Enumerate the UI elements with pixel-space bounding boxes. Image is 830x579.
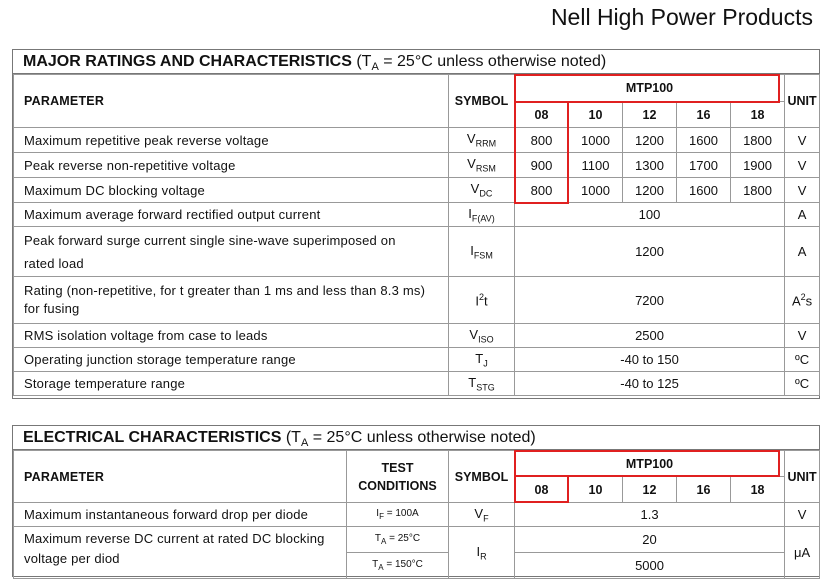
elec-variant: 10: [569, 477, 623, 503]
param-label: Maximum DC blocking voltage: [14, 178, 449, 203]
table-row: [14, 153, 820, 178]
value-cell: -40 to 150: [515, 348, 785, 372]
test-condition: $T_A = 25^\circ C$: [347, 527, 449, 553]
value-cell: 1200: [515, 227, 785, 277]
elec-variant: 18: [731, 477, 785, 503]
major-variant: 12: [623, 102, 677, 128]
table-row: [14, 277, 820, 324]
param-label: [14, 527, 347, 579]
value-cell: 1700: [677, 153, 731, 178]
major-variant: 16: [677, 102, 731, 128]
unit-cell: ºC: [785, 372, 820, 396]
value-cell: 1600: [677, 128, 731, 153]
value-cell: -40 to 125: [515, 372, 785, 396]
elec-variant: 12: [623, 477, 677, 503]
table-row: [14, 503, 820, 527]
value-cell: 1200: [623, 128, 677, 153]
major-header-mtp100: MTP100: [515, 75, 785, 102]
param-label-line1: Peak forward surge current single sine-wave superimposed on: [24, 232, 396, 248]
unit-cell: A: [785, 203, 820, 227]
test-condition: $I_F = 100A$: [347, 503, 449, 527]
electrical-title-cond: ($T_A = 25^\circ C$ unless otherwise noted): [285, 429, 536, 450]
symbol: $I^2t$: [449, 277, 515, 324]
value-cell: 5000: [515, 553, 785, 579]
param-label-line2: for fusing: [24, 301, 80, 316]
symbol: $I_{F(AV)}$: [449, 203, 515, 227]
symbol: $I_R$: [449, 527, 515, 579]
param-label: RMS isolation voltage from case to leads: [14, 324, 449, 348]
value-cell: 1900: [731, 153, 785, 178]
param-label: Peak reverse non-repetitive voltage: [14, 153, 449, 178]
elec-variant: 16: [677, 477, 731, 503]
unit-cell: V: [785, 503, 820, 527]
param-label-line1: Maximum reverse DC current at rated DC blocking: [24, 531, 325, 546]
param-label: Maximum average forward rectified output current: [14, 203, 449, 227]
value-cell: 1800: [731, 128, 785, 153]
symbol: $I_{FSM}$: [449, 227, 515, 277]
table-row: [14, 527, 820, 553]
param-label-line2: voltage per diod: [24, 551, 120, 566]
table-row: [14, 128, 820, 153]
table-row: [14, 324, 820, 348]
major-ratings-table: [13, 74, 820, 396]
value-cell: 1000: [569, 128, 623, 153]
value-cell: 800: [515, 178, 569, 203]
value-cell: 1100: [569, 153, 623, 178]
value-cell: 1200: [623, 178, 677, 203]
major-variant: 08: [515, 102, 569, 128]
brand-title: Nell High Power Products: [550, 4, 813, 30]
elec-variant: 08: [515, 477, 569, 503]
major-ratings-section: [12, 49, 820, 399]
param-label: Operating junction storage temperature range: [14, 348, 449, 372]
elec-header-mtp100: MTP100: [515, 451, 785, 477]
param-label-line1: Rating (non-repetitive, for t greater than 1 ms and less than 8.3 ms): [24, 283, 426, 298]
table-row: [14, 227, 820, 277]
value-cell: 7200: [515, 277, 785, 324]
param-label-line2: rated load: [24, 255, 84, 271]
unit-cell: ºC: [785, 348, 820, 372]
electrical-title: [13, 426, 819, 450]
value-cell: 1.3: [515, 503, 785, 527]
value-cell: 2500: [515, 324, 785, 348]
param-label: Maximum repetitive peak reverse voltage: [14, 128, 449, 153]
major-title-cond: ($T_A = 25^\circ C$ unless otherwise noted): [356, 53, 607, 74]
major-title-bold: MAJOR RATINGS AND CHARACTERISTICS: [23, 53, 352, 70]
electrical-title-bold: ELECTRICAL CHARACTERISTICS: [23, 429, 282, 446]
unit-cell: A: [785, 227, 820, 277]
unit-cell: V: [785, 128, 820, 153]
value-cell: 800: [515, 128, 569, 153]
value-cell: 1800: [731, 178, 785, 203]
major-variant: 10: [569, 102, 623, 128]
value-cell: 1600: [677, 178, 731, 203]
major-header-unit: UNIT: [785, 75, 820, 128]
table-row: [14, 178, 820, 203]
param-label: Storage temperature range: [14, 372, 449, 396]
param-label: [14, 277, 449, 324]
unit-cell: $A^2s$: [785, 277, 820, 324]
unit-cell: μA: [785, 527, 820, 579]
table-row: [14, 203, 820, 227]
symbol: $V_{DC}$: [449, 178, 515, 203]
elec-header-unit: UNIT: [785, 451, 820, 503]
param-label: Maximum instantaneous forward drop per diode: [14, 503, 347, 527]
electrical-table: [13, 450, 820, 579]
table-row: [14, 372, 820, 396]
value-cell: 1000: [569, 178, 623, 203]
symbol: $V_{RRM}$: [449, 128, 515, 153]
symbol: $V_F$: [449, 503, 515, 527]
symbol: $V_{ISO}$: [449, 324, 515, 348]
elec-header-symbol: SYMBOL: [449, 451, 515, 503]
param-label: [14, 227, 449, 277]
symbol: $V_{RSM}$: [449, 153, 515, 178]
electrical-section: [12, 425, 820, 577]
unit-cell: V: [785, 324, 820, 348]
value-cell: 20: [515, 527, 785, 553]
symbol: $T_{STG}$: [449, 372, 515, 396]
major-header-symbol: SYMBOL: [449, 75, 515, 128]
table-row: [14, 348, 820, 372]
unit-cell: V: [785, 178, 820, 203]
elec-header-parameter: PARAMETER: [14, 451, 347, 503]
value-cell: 900: [515, 153, 569, 178]
major-header-parameter: PARAMETER: [14, 75, 449, 128]
test-condition: $T_A = 150^\circ C$: [347, 553, 449, 579]
major-ratings-title: [13, 50, 819, 74]
major-variant: 18: [731, 102, 785, 128]
elec-header-test-conditions: TEST CONDITIONS: [347, 451, 449, 503]
value-cell: 100: [515, 203, 785, 227]
value-cell: 1300: [623, 153, 677, 178]
unit-cell: V: [785, 153, 820, 178]
symbol: $T_J$: [449, 348, 515, 372]
